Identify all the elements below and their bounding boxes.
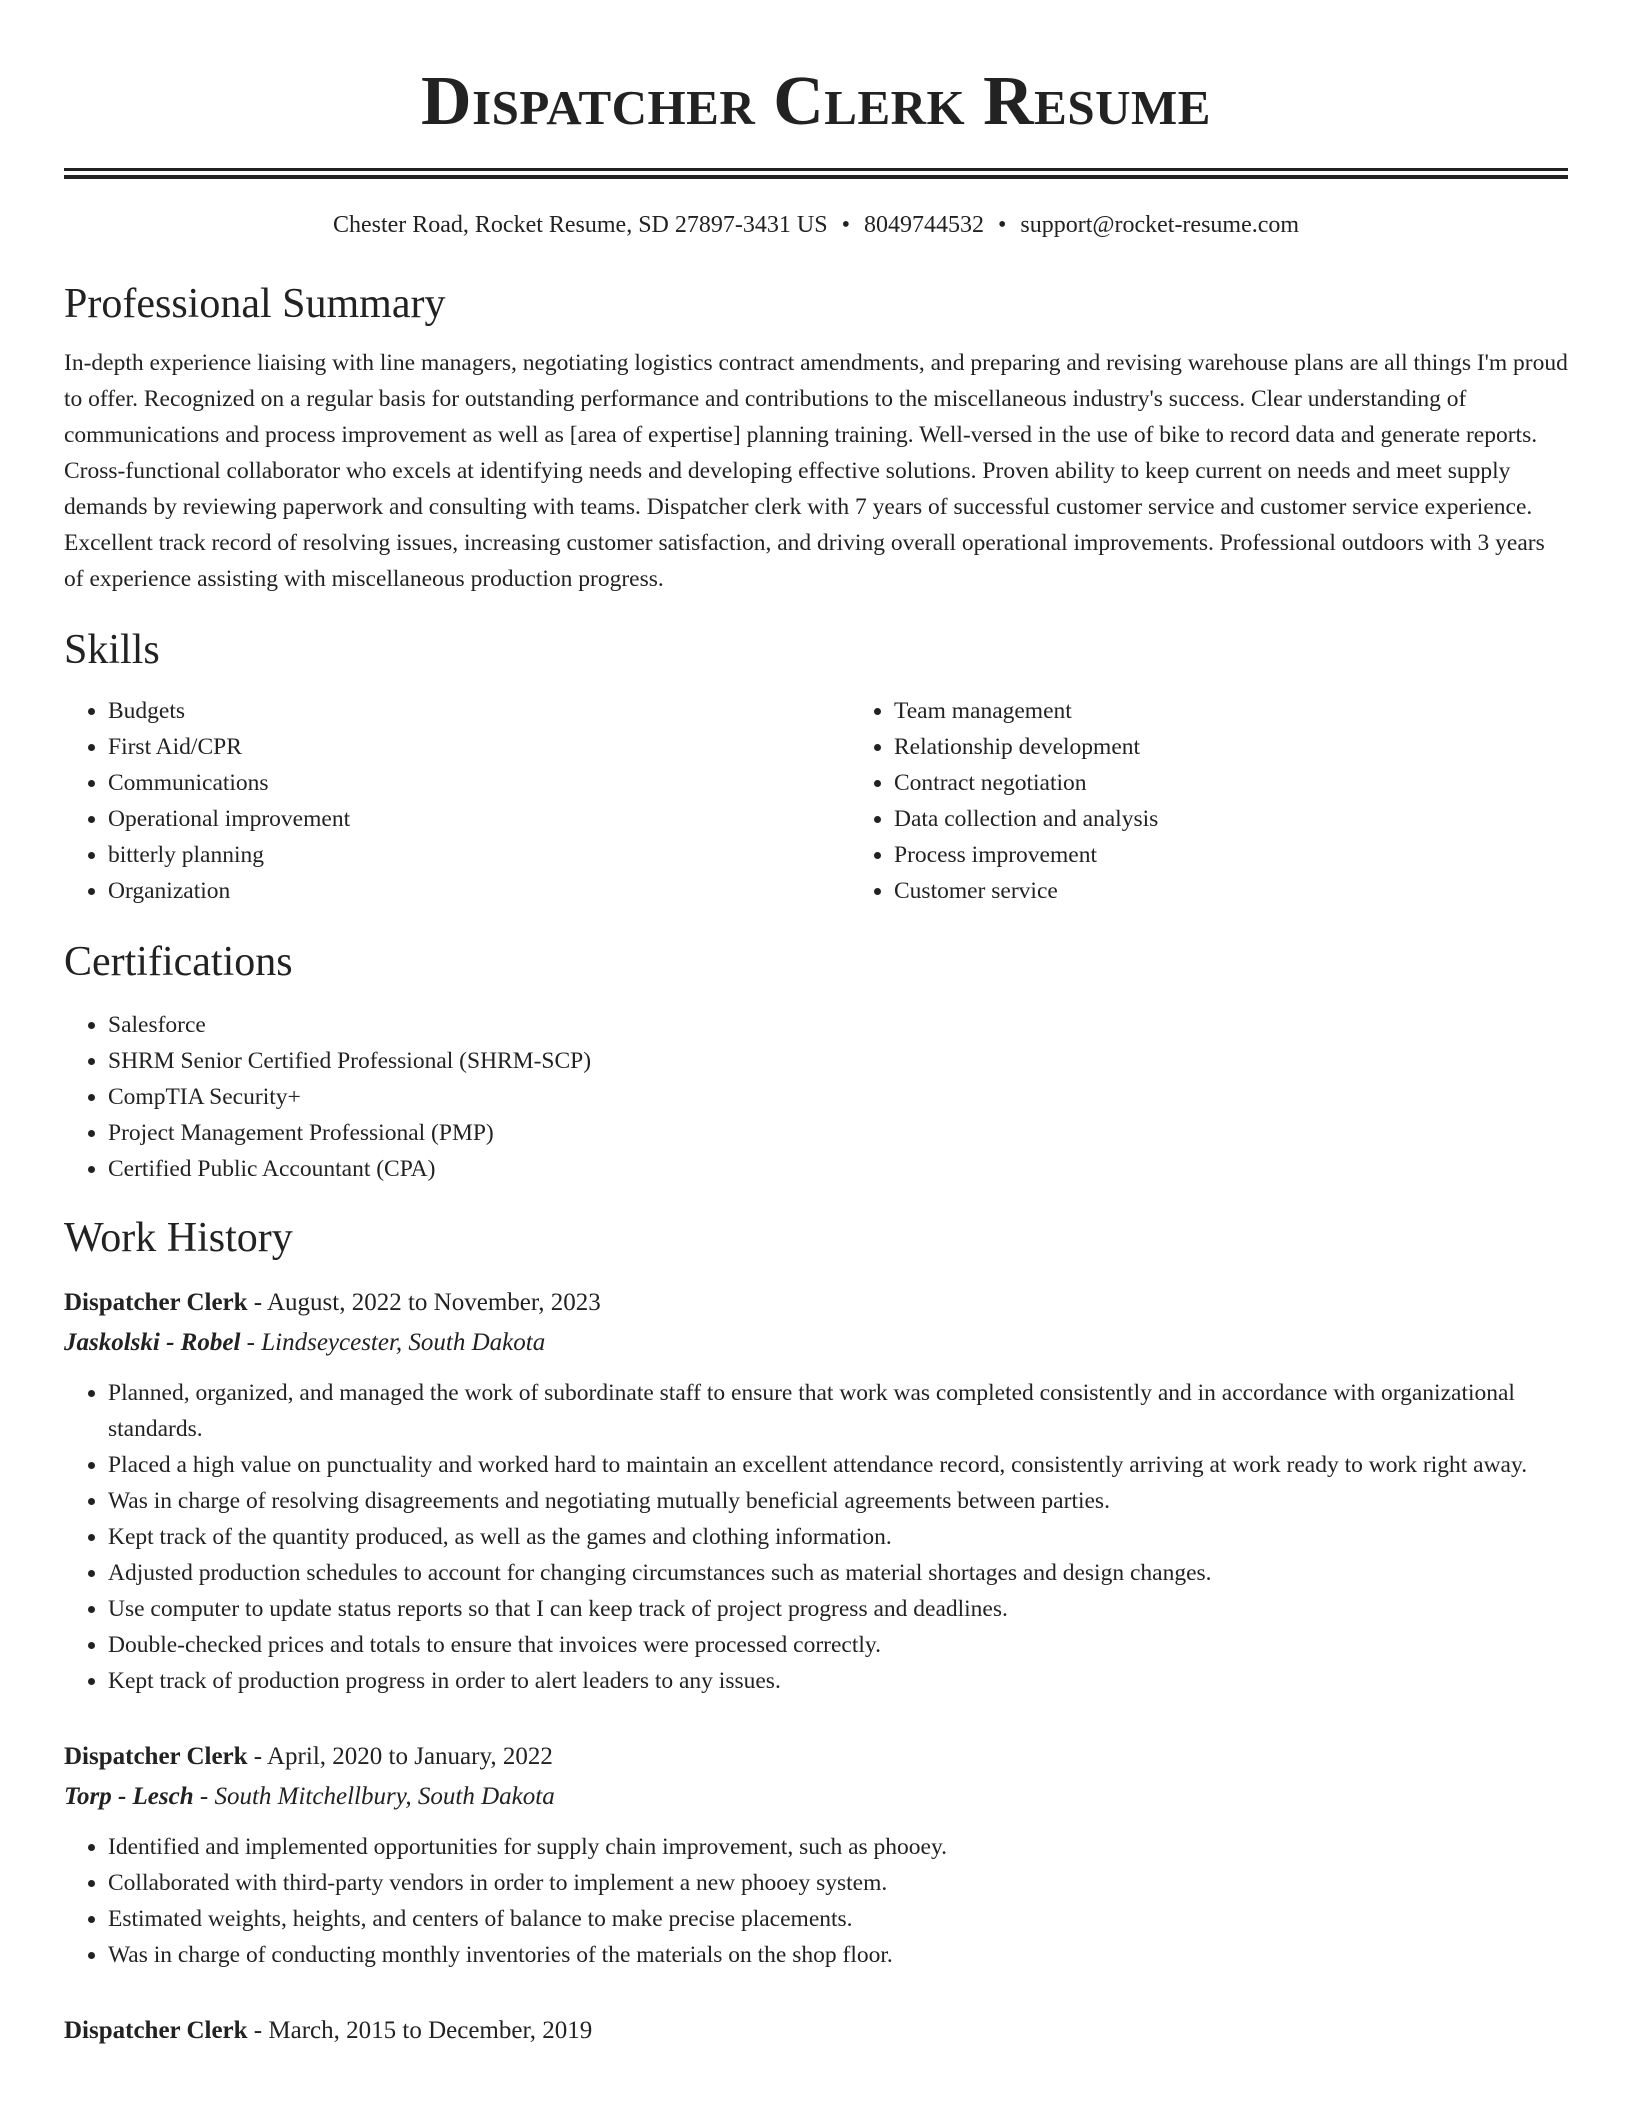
skill-item: • Process improvement	[894, 837, 1632, 873]
job-dash: -	[247, 1289, 267, 1316]
job-duty: • Identified and implemented opportunities for supply chain improvement, such as phooey.	[108, 1829, 1568, 1865]
job-duty: • Kept track of production progress in order to alert leaders to any issues.	[108, 1663, 1568, 1699]
job-title-line	[64, 1737, 1568, 1777]
certification-item: • CompTIA Security+	[108, 1079, 1568, 1115]
skill-item: • Team management	[894, 693, 1632, 729]
skills-list-left	[64, 693, 850, 909]
skill-item: • Operational improvement	[108, 801, 850, 837]
certification-item: • Salesforce	[108, 1007, 1568, 1043]
job-duty: • Estimated weights, heights, and centers of balance to make precise placements.	[108, 1901, 1568, 1937]
skill-item: • bitterly planning	[108, 837, 850, 873]
contact-line	[64, 209, 1568, 241]
certification-item: • Project Management Professional (PMP)	[108, 1115, 1568, 1151]
job-dash: -	[240, 1329, 262, 1356]
job-entry	[64, 1283, 1568, 1699]
job-duty: • Placed a high value on punctuality and worked hard to maintain an excellent attendance record, consistently arriving at work ready to work right away.	[108, 1447, 1568, 1483]
job-company-line	[64, 1777, 1568, 1817]
skills-columns	[64, 693, 1568, 909]
job-dash: -	[247, 2017, 269, 2044]
certification-item: • Certified Public Accountant (CPA)	[108, 1151, 1568, 1187]
skill-item: • Contract negotiation	[894, 765, 1632, 801]
job-company: Torp - Lesch	[64, 1783, 194, 1810]
job-duty: • Collaborated with third-party vendors in order to implement a new phooey system.	[108, 1865, 1568, 1901]
job-title: Dispatcher Clerk	[64, 1289, 248, 1316]
certifications-list	[64, 1007, 1568, 1187]
job-title-line	[64, 1283, 1568, 1323]
skill-item: • Organization	[108, 873, 850, 909]
job-title-line	[64, 2011, 1568, 2051]
job-duty: • Was in charge of resolving disagreements and negotiating mutually beneficial agreements between parties.	[108, 1483, 1568, 1519]
certification-item: • SHRM Senior Certified Professional (SHRM-SCP)	[108, 1043, 1568, 1079]
job-dash: -	[193, 1783, 215, 1810]
job-location: Lindseycester, South Dakota	[261, 1329, 546, 1356]
skill-item: • Communications	[108, 765, 850, 801]
resume-title: Dispatcher Clerk Resume	[421, 63, 1211, 140]
job-duty: • Double-checked prices and totals to ensure that invoices were processed correctly.	[108, 1627, 1568, 1663]
job-company-line	[64, 1323, 1568, 1363]
job-duty: • Adjusted production schedules to account for changing circumstances such as material shortages and design changes.	[108, 1555, 1568, 1591]
summary-text: In-depth experience liaising with line managers, negotiating logistics contract amendments, and preparing and revising warehouse plans are all things I'm proud to offer. Recognized on a regular basis for outstanding performance and contributions to the miscellaneous industry's success. Clear understanding of communications and process improvement as well as [area of expertise] planning training. Well-versed in the use of bike to record data and generate reports. Cross-functional collaborator who excels at identifying needs and developing effective solutions. Proven ability to keep current on needs and meet supply demands by reviewing paperwork and consulting with teams. Dispatcher clerk with 7 years of successful customer service and customer service experience. Excellent track record of resolving issues, increasing customer satisfaction, and driving overall operational improvements. Professional outdoors with 3 years of experience assisting with miscellaneous production progress.	[64, 350, 1568, 592]
skills-list-right	[850, 693, 1632, 909]
job-duties-list	[64, 1829, 1568, 1973]
job-company: Jaskolski - Robel	[64, 1329, 241, 1356]
contact-phone: 8049744532	[863, 212, 984, 238]
job-duty: • Was in charge of conducting monthly inventories of the materials on the shop floor.	[108, 1937, 1568, 1973]
job-dash: -	[247, 1743, 267, 1770]
job-location: South Mitchellbury, South Dakota	[214, 1783, 555, 1810]
skill-item: • Data collection and analysis	[894, 801, 1632, 837]
certifications-heading: Certifications	[64, 939, 293, 985]
job-duties-list	[64, 1375, 1568, 1699]
resume-page	[64, 0, 1568, 2051]
contact-email: support@rocket-resume.com	[1020, 212, 1300, 238]
job-dates: March, 2015 to December, 2019	[268, 2017, 593, 2044]
skill-item: • Relationship development	[894, 729, 1632, 765]
skill-item: • Customer service	[894, 873, 1632, 909]
title-double-rule	[64, 168, 1568, 179]
job-entry	[64, 1737, 1568, 1973]
job-dates: August, 2022 to November, 2023	[267, 1289, 601, 1316]
skill-item: • Budgets	[108, 693, 850, 729]
skills-heading: Skills	[64, 627, 160, 673]
contact-separator: •	[841, 212, 850, 238]
job-title: Dispatcher Clerk	[64, 1743, 248, 1770]
job-duty: • Use computer to update status reports so that I can keep track of project progress and deadlines.	[108, 1591, 1568, 1627]
job-dates: April, 2020 to January, 2022	[267, 1743, 553, 1770]
job-entry	[64, 2011, 1568, 2051]
contact-address: Chester Road, Rocket Resume, SD 27897-3431 US	[332, 212, 828, 238]
work-history-heading: Work History	[64, 1215, 293, 1261]
job-duty: • Planned, organized, and managed the work of subordinate staff to ensure that work was completed consistently and in accordance with organizational standards.	[108, 1375, 1568, 1447]
job-duty: • Kept track of the quantity produced, as well as the games and clothing information.	[108, 1519, 1568, 1555]
skill-item: • First Aid/CPR	[108, 729, 850, 765]
job-title: Dispatcher Clerk	[64, 2017, 248, 2044]
summary-heading: Professional Summary	[64, 281, 446, 327]
contact-separator: •	[997, 212, 1007, 238]
